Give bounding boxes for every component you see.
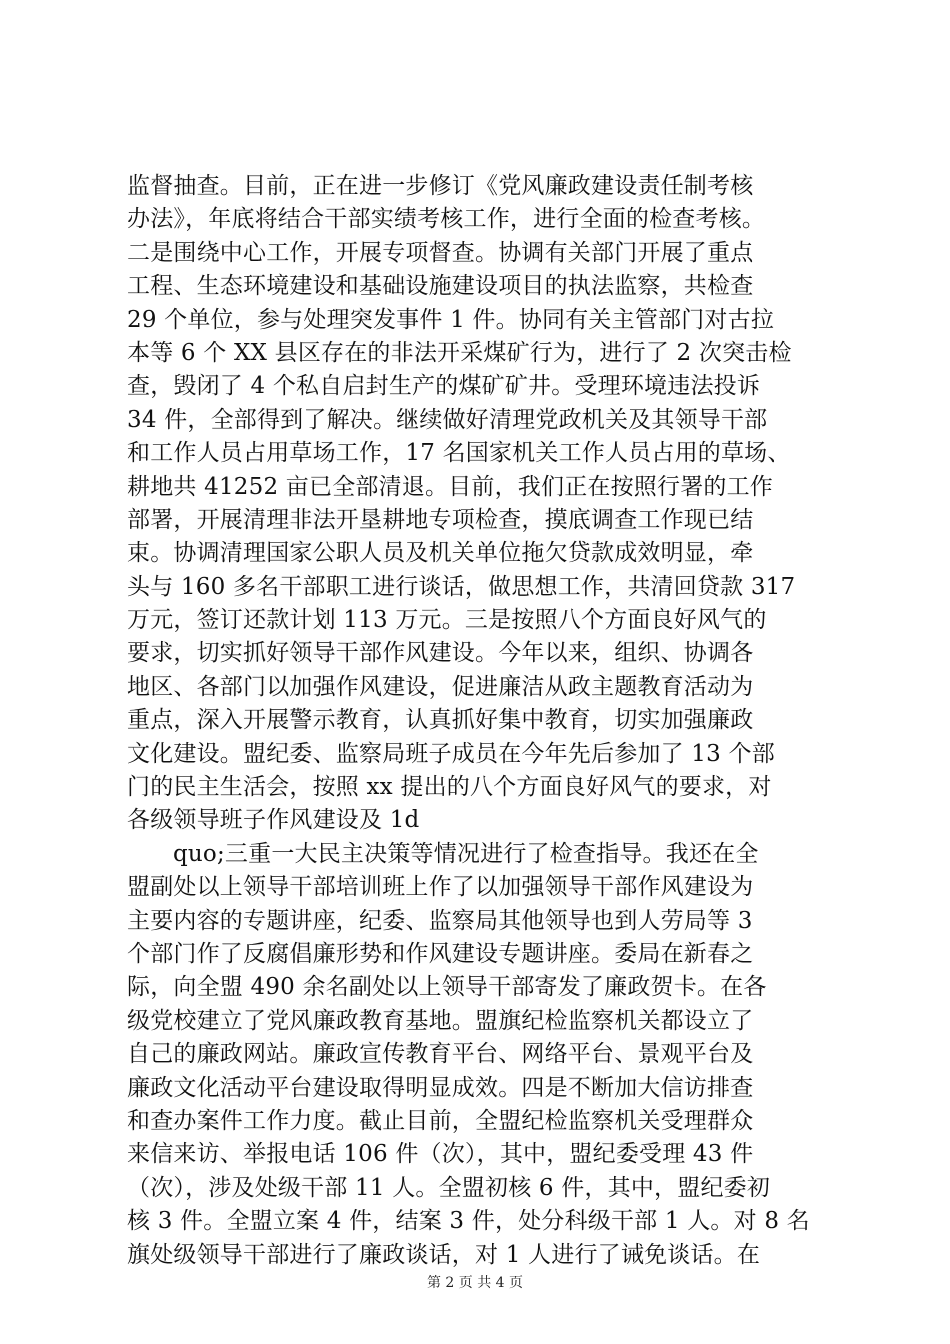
text-line: 工程、生态环境建设和基础设施建设项目的执法监察，共检查 [127,273,754,300]
text-line: 各级领导班子作风建设及 1d [127,807,420,834]
text-line: 万元，签订还款计划 113 万元。三是按照八个方面良好风气的 [127,607,767,634]
text-line: 29 个单位，参与处理突发事件 1 件。协同有关主管部门对古拉 [127,306,775,333]
paragraph-first-line: quo;三重一大民主决策等情况进行了检查指导。我还在全 [173,840,759,867]
text-line: 监督抽查。目前，正在进一步修订《党风廉政建设责任制考核 [127,173,754,199]
text-line: 头与 160 多名干部职工进行谈话，做思想工作，共清回贷款 317 [127,573,796,600]
text-line: （次），涉及处级干部 11 人。全盟初核 6 件，其中，盟纪委初 [127,1174,771,1201]
text-line: 廉政文化活动平台建设取得明显成效。四是不断加大信访排查 [127,1074,754,1101]
document-body [127,170,847,1272]
text-line: 文化建设。盟纪委、监察局班子成员在今年先后参加了 13 个部 [127,740,775,767]
text-line: 重点，深入开展警示教育，认真抓好集中教育，切实加强廉政 [127,707,754,734]
text-line: 束。协调清理国家公职人员及机关单位拖欠贷款成效明显，牵 [127,540,754,567]
text-line: 盟副处以上领导干部培训班上作了以加强领导干部作风建设为 [127,874,754,901]
text-line: 耕地共 41252 亩已全部清退。目前，我们正在按照行署的工作 [127,473,773,500]
text-line: 查，毁闭了 4 个私自启封生产的煤矿矿井。受理环境违法投诉 [127,373,761,400]
text-line: 级党校建立了党风廉政教育基地。盟旗纪检监察机关都设立了 [127,1007,754,1034]
text-line: 和工作人员占用草场工作，17 名国家机关工作人员占用的草场、 [127,440,791,467]
text-line: 个部门作了反腐倡廉形势和作风建设专题讲座。委局在新春之 [127,940,754,967]
text-line: 本等 6 个 XX 县区存在的非法开采煤矿行为，进行了 2 次突击检 [127,339,792,366]
text-line: 来信来访、举报电话 106 件（次），其中，盟纪委受理 43 件 [127,1141,754,1168]
text-line: 34 件，全部得到了解决。继续做好清理党政机关及其领导干部 [127,406,768,433]
text-line: 主要内容的专题讲座，纪委、监察局其他领导也到人劳局等 3 [127,907,753,934]
text-line: 自己的廉政网站。廉政宣传教育平台、网络平台、景观平台及 [127,1041,754,1068]
text-line: 办法》，年底将结合干部实绩考核工作，进行全面的检查考核。 [127,206,766,233]
text-line: 部署，开展清理非法开垦耕地专项检查，摸底调查工作现已结 [127,506,754,533]
text-line: 核 3 件。全盟立案 4 件，结案 3 件，处分科级干部 1 人。对 8 名 [127,1208,810,1235]
text-line: 和查办案件工作力度。截止目前，全盟纪检监察机关受理群众 [127,1107,754,1134]
text-line: 际，向全盟 490 余名副处以上领导干部寄发了廉政贺卡。在各 [127,974,767,1001]
page-number-footer: 第 2 页 共 4 页 [426,1275,524,1291]
text-line: 二是围绕中心工作，开展专项督查。协调有关部门开展了重点 [127,239,754,266]
text-line: 要求，切实抓好领导干部作风建设。今年以来，组织、协调各 [127,640,754,667]
text-line: 旗处级领导干部进行了廉政谈话，对 1 人进行了诫免谈话。在 [127,1241,761,1268]
text-line: 门的民主生活会，按照 xx 提出的八个方面良好风气的要求，对 [127,774,772,801]
text-line: 地区、各部门以加强作风建设，促进廉洁从政主题教育活动为 [127,673,754,700]
